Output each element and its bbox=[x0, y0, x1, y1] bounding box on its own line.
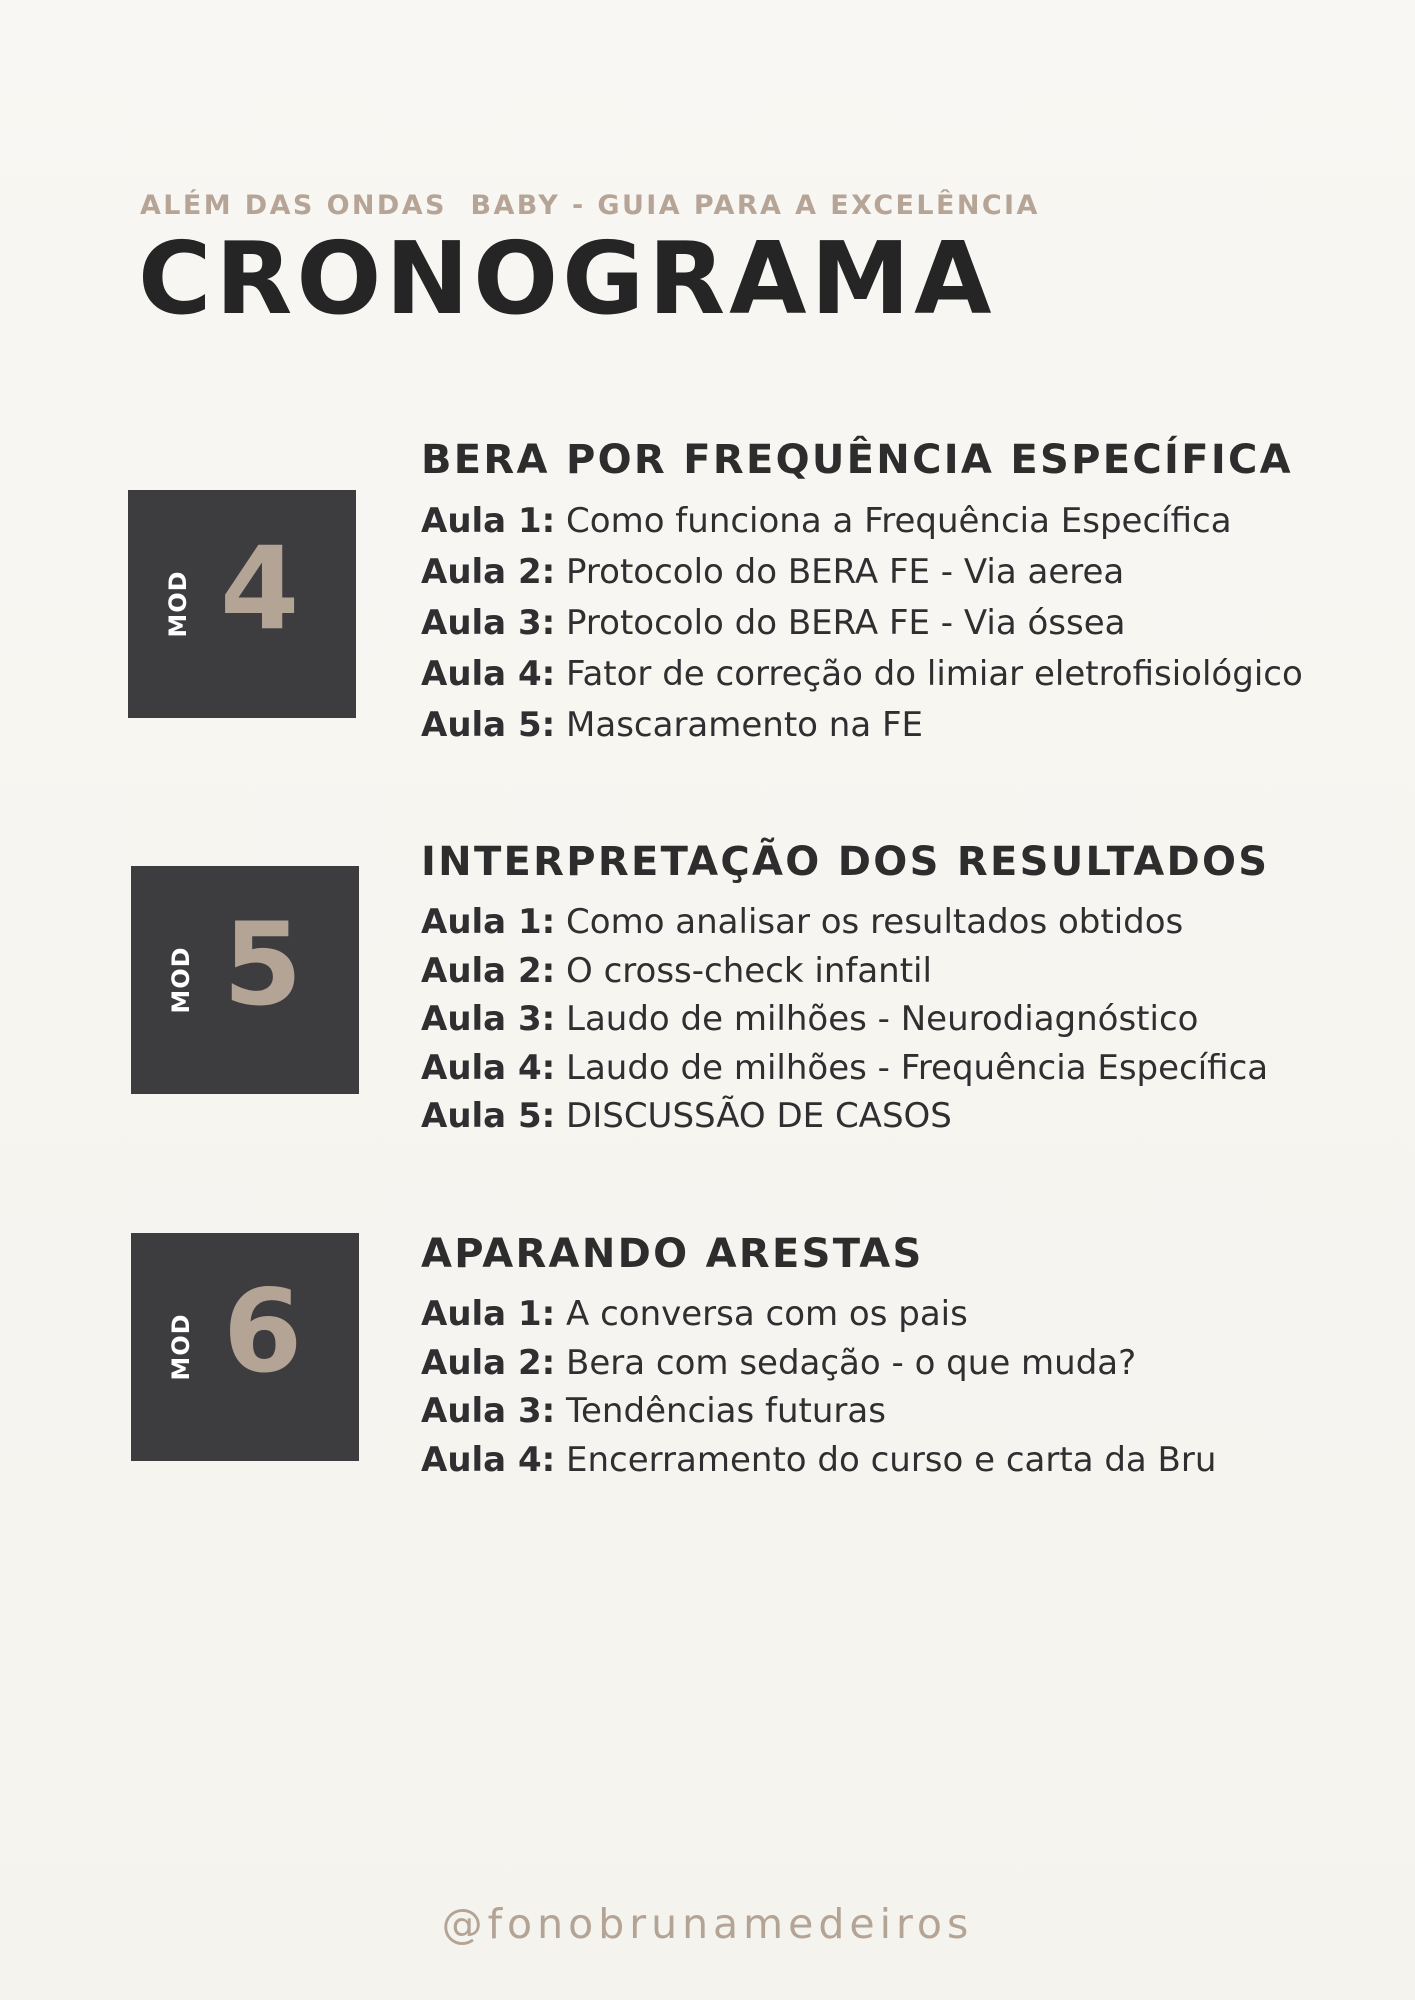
lesson-item bbox=[421, 496, 1303, 547]
social-handle: @fonobrunamedeiros bbox=[441, 1900, 974, 1948]
lesson-label: Aula 2: bbox=[421, 552, 556, 592]
lesson-label: Aula 1: bbox=[421, 501, 556, 541]
lesson-label: Aula 5: bbox=[421, 705, 556, 745]
lesson-item bbox=[421, 947, 1269, 996]
lesson-item bbox=[421, 700, 1303, 751]
module-4-badge-number: 4 bbox=[220, 522, 300, 655]
lesson-text: O cross-check infantil bbox=[555, 950, 932, 991]
lesson-text: Tendências futuras bbox=[555, 1391, 886, 1432]
lesson-text: A conversa com os pais bbox=[555, 1294, 968, 1334]
lesson-label: Aula 4: bbox=[421, 1439, 556, 1480]
module-5-title: INTERPRETAÇÃO DOS RESULTADOS bbox=[421, 839, 1270, 885]
module-6-badge-number: 6 bbox=[223, 1265, 303, 1398]
lesson-label: Aula 2: bbox=[421, 950, 556, 991]
module-5-badge bbox=[131, 866, 359, 1094]
lesson-item bbox=[421, 1339, 1216, 1388]
lesson-label: Aula 4: bbox=[421, 654, 556, 694]
lesson-item bbox=[421, 1044, 1269, 1093]
module-6-title: APARANDO ARESTAS bbox=[421, 1231, 924, 1277]
lesson-text: Como analisar os resultados obtidos bbox=[555, 902, 1184, 942]
lesson-text: Laudo de milhões - Frequência Específica bbox=[555, 1047, 1269, 1088]
lesson-text: DISCUSSÃO DE CASOS bbox=[555, 1096, 952, 1137]
module-5-badge-number: 5 bbox=[223, 898, 303, 1031]
lesson-text: Encerramento do curso e carta da Bru bbox=[555, 1439, 1217, 1480]
lesson-label: Aula 1: bbox=[421, 902, 556, 942]
lesson-item bbox=[421, 1290, 1216, 1339]
lesson-text: Laudo de milhões - Neurodiagnóstico bbox=[555, 999, 1199, 1040]
page-title: CRONOGRAMA bbox=[138, 220, 996, 337]
lesson-item bbox=[421, 598, 1303, 649]
lesson-label: Aula 1: bbox=[421, 1294, 556, 1334]
lesson-label: Aula 3: bbox=[421, 999, 556, 1040]
lesson-text: Como funciona a Frequência Específica bbox=[555, 501, 1232, 541]
lesson-text: Protocolo do BERA FE - Via aerea bbox=[555, 552, 1125, 592]
module-4-section bbox=[421, 436, 1303, 751]
lesson-text: Bera com sedação - o que muda? bbox=[555, 1342, 1137, 1383]
lesson-label: Aula 3: bbox=[421, 603, 556, 643]
module-5-badge-label: MOD bbox=[167, 946, 195, 1014]
lesson-item bbox=[421, 649, 1303, 700]
lesson-text: Mascaramento na FE bbox=[555, 705, 924, 745]
course-subtitle: ALÉM DAS ONDAS BABY - GUIA PARA A EXCELÊNCIA bbox=[140, 190, 1040, 221]
lesson-item bbox=[421, 547, 1303, 598]
lesson-label: Aula 4: bbox=[421, 1047, 556, 1088]
lesson-label: Aula 2: bbox=[421, 1342, 556, 1383]
lesson-item bbox=[421, 1436, 1216, 1485]
module-6-badge-label: MOD bbox=[167, 1313, 195, 1381]
lesson-item bbox=[421, 995, 1269, 1044]
lesson-label: Aula 5: bbox=[421, 1096, 556, 1137]
module-6-section bbox=[421, 1230, 1216, 1484]
lesson-item bbox=[421, 898, 1269, 947]
lesson-label: Aula 3: bbox=[421, 1391, 556, 1432]
lesson-item bbox=[421, 1387, 1216, 1436]
module-5-section bbox=[421, 838, 1269, 1141]
module-4-badge-label: MOD bbox=[164, 570, 192, 638]
lesson-text: Fator de correção do limiar eletrofisiológico bbox=[555, 654, 1303, 694]
lesson-item bbox=[421, 1092, 1269, 1141]
module-6-badge bbox=[131, 1233, 359, 1461]
lesson-text: Protocolo do BERA FE - Via óssea bbox=[555, 603, 1126, 643]
module-4-badge bbox=[128, 490, 356, 718]
module-4-title: BERA POR FREQUÊNCIA ESPECÍFICA bbox=[421, 437, 1293, 483]
